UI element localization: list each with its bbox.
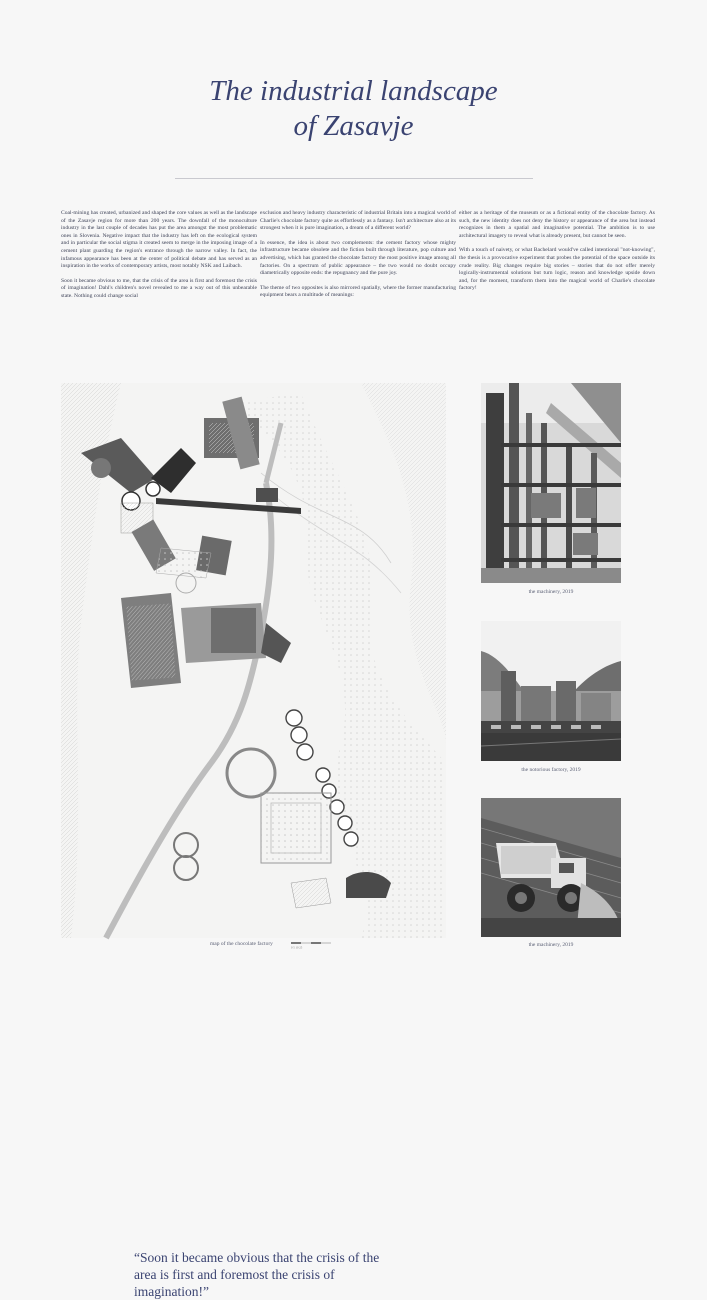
- scale-bar: [291, 941, 331, 949]
- mining-truck-icon: [481, 798, 621, 937]
- text-column-1: [61, 210, 257, 308]
- paragraph: In essence, the idea is about two complements: the cement factory whose mighty infrastructure became obsolete and the fiction built through literature, pop culture and advertising, which has granted the chocolate factory the most positive image among all factories. On a spectrum of public appearance – the two would no doubt occupy diametrically opposite ends: the repugnancy and the pure joy.: [260, 239, 456, 277]
- photo-caption: the machinery, 2019: [528, 589, 574, 595]
- paragraph: either as a heritage of the museum or as a fictional entity of the chocolate factory. As such, the new identity does not deny the history or appearance of the area but instead recognizes in them a spatial and imaginative potential. The ambition is to use architectural imagery to reveal what is already present, but cannot be seen.: [459, 210, 655, 239]
- page-title: [0, 74, 707, 144]
- paragraph: exclusion and heavy industry characteristic of industrial Britain into a magical world of Charlie's chocolate factory quite as effortlessly as a fantasy. Isn't architecture also at its strongest when it is pure imagination, a dream of a different world?: [260, 210, 456, 232]
- paragraph: The theme of two opposites is also mirrored spatially, where the former manufacturing equipment bears a multitude of meanings:: [260, 284, 456, 299]
- pull-quote: “Soon it became obvious that the crisis of the area is first and foremost the crisis of imagination!”: [134, 1250, 380, 1299]
- photo-machinery: [481, 383, 621, 583]
- text-column-2: [260, 210, 456, 307]
- industrial-structure-icon: [481, 383, 621, 583]
- photo-caption: the machinery, 2019: [528, 942, 574, 948]
- text-column-3: [459, 210, 655, 300]
- map-caption: map of the chocolate factory: [210, 941, 273, 947]
- site-plan-drawing: [61, 383, 446, 938]
- photo-machinery-truck: [481, 798, 621, 937]
- page-title-line1: The industrial landscape: [209, 75, 498, 107]
- scale-bar-labels: 0 5 10 25: [291, 945, 303, 950]
- title-divider: [175, 178, 533, 179]
- factory-valley-icon: [481, 621, 621, 761]
- paragraph: With a touch of naivety, or what Bachelard would've called intentional "not-knowing", the thesis is a provocative experiment that probes the potential of the space outside its crude reality. Big changes require big stories – stories that do not offer merely logically-instrumental solutions but turn logic, reason and knowledge upside down and, for the moment, transform them into the magical world of Charlie's chocolate factory!: [459, 247, 655, 292]
- photo-notorious-factory: [481, 621, 621, 761]
- page-title-line2: of Zasavje: [293, 110, 414, 142]
- paragraph: Coal-mining has created, urbanized and shaped the core values as well as the landscape of the Zasavje region for more than 200 years. The downfall of the monoculture industry in the last couple of decades has put the area amongst the most problematic ones in Slovenia. Negative impact that the industry has left on the ecological system and in particular the social stigma it created seem to merge in the imposing image of a cement plant guarding the region's entrance through the narrow valley. In fact, the infamous appearance has been at the center of political debate and has served as an inspiration in the works of contemporary artists, most notably NSK and Laibach.: [61, 210, 257, 270]
- paragraph: Soon it became obvious to me, that the crisis of the area is first and foremost the crisis of imagination! Dahl's children's novel revealed to me a way out of this unbearable state. Nothing could change social: [61, 277, 257, 299]
- photo-caption: the notorious factory, 2019: [521, 767, 581, 773]
